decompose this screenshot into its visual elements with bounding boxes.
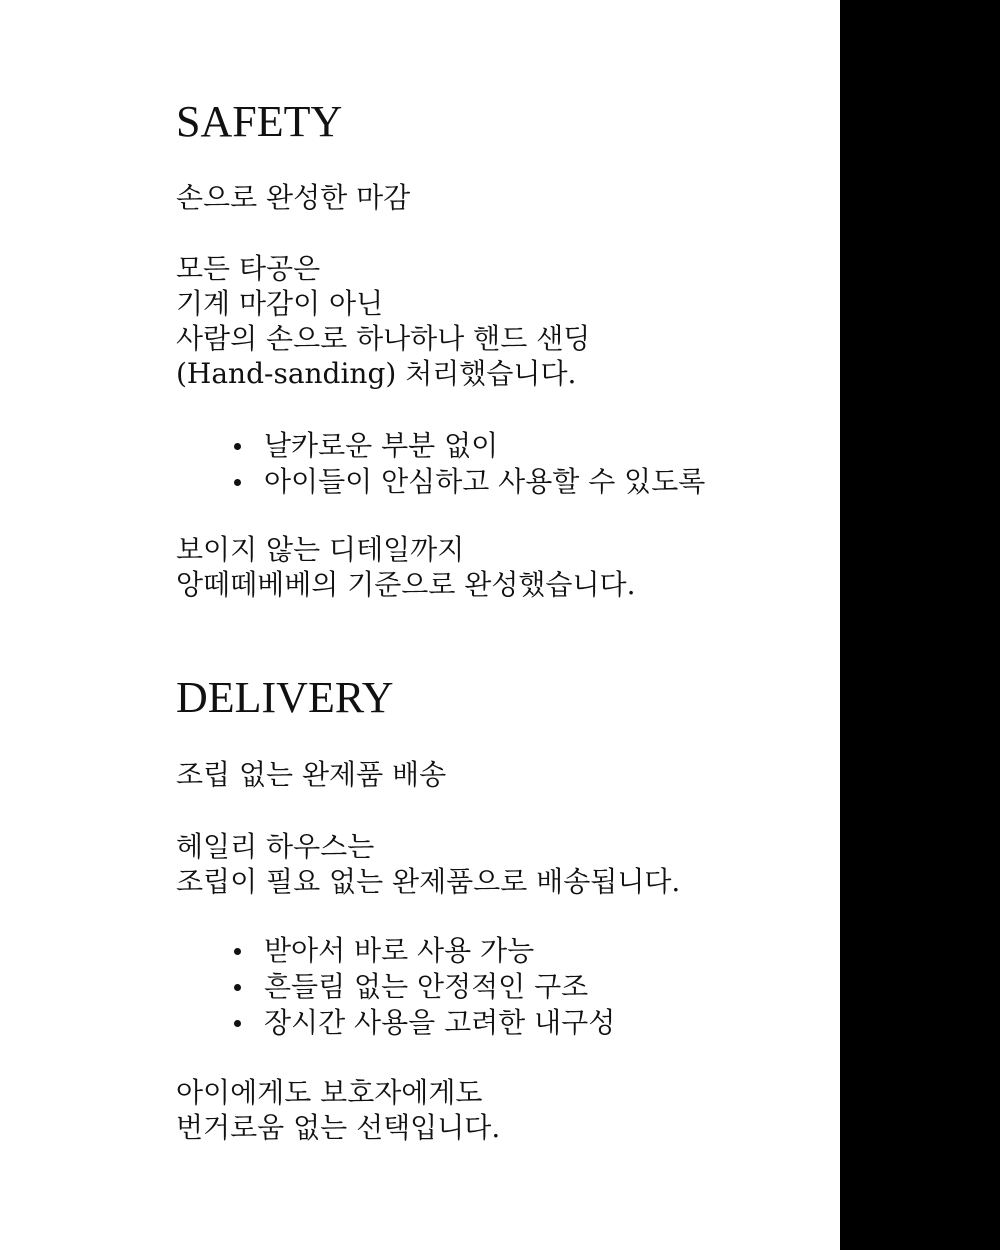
- list-item: [228, 969, 615, 1005]
- bullet-dot-icon: [234, 984, 241, 991]
- safety-paragraph-line: 모든 타공은: [176, 252, 321, 285]
- safety-closing-line: 보이지 않는 디테일까지: [176, 533, 465, 566]
- bullet-dot-icon: [234, 1020, 241, 1027]
- bullet-dot-icon: [234, 479, 241, 486]
- bullet-dot-icon: [234, 443, 241, 450]
- right-black-bar: [840, 0, 1000, 1250]
- list-item: [228, 464, 705, 500]
- safety-closing-line: 앙떼떼베베의 기준으로 완성했습니다.: [176, 568, 636, 601]
- list-item-text: 받아서 바로 사용 가능: [264, 934, 535, 967]
- delivery-subtitle: 조립 없는 완제품 배송: [176, 758, 447, 791]
- safety-paragraph-line: 기계 마감이 아닌: [176, 287, 384, 320]
- list-item: [228, 1005, 615, 1041]
- safety-bullet-list: [228, 428, 705, 500]
- safety-heading: SAFETY: [176, 97, 343, 146]
- list-item: [228, 933, 615, 969]
- safety-paragraph-line: (Hand-sanding) 처리했습니다.: [176, 357, 577, 390]
- delivery-paragraph-line: 헤일리 하우스는: [176, 830, 375, 863]
- bullet-dot-icon: [234, 948, 241, 955]
- safety-subtitle: 손으로 완성한 마감: [176, 181, 411, 214]
- delivery-closing-line: 번거로움 없는 선택입니다.: [176, 1111, 501, 1144]
- delivery-heading: DELIVERY: [176, 673, 394, 722]
- delivery-bullet-list: [228, 933, 615, 1041]
- list-item-text: 아이들이 안심하고 사용할 수 있도록: [264, 465, 706, 498]
- delivery-paragraph-line: 조립이 필요 없는 완제품으로 배송됩니다.: [176, 865, 681, 898]
- delivery-closing-line: 아이에게도 보호자에게도: [176, 1076, 483, 1109]
- list-item-text: 장시간 사용을 고려한 내구성: [264, 1006, 616, 1039]
- list-item-text: 날카로운 부분 없이: [264, 429, 499, 462]
- list-item-text: 흔들림 없는 안정적인 구조: [264, 970, 589, 1003]
- safety-paragraph-line: 사람의 손으로 하나하나 핸드 샌딩: [176, 322, 591, 355]
- list-item: [228, 428, 705, 464]
